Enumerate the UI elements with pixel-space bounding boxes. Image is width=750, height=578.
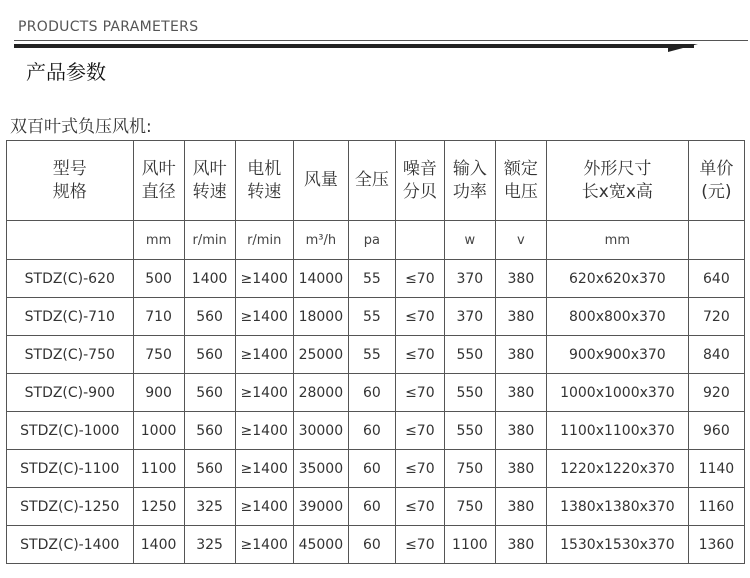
value-cell: ≥1400 — [235, 298, 293, 336]
value-cell: 1250 — [133, 488, 184, 526]
column-header-line: 电压 — [503, 181, 538, 202]
value-cell: 1000 — [133, 412, 184, 450]
column-header-line: 输入 — [452, 158, 487, 179]
value-cell: 380 — [495, 412, 546, 450]
value-cell: 800x800x370 — [546, 298, 688, 336]
value-cell: 560 — [184, 374, 235, 412]
value-cell: 1100 — [444, 526, 495, 564]
column-header — [546, 141, 688, 221]
value-cell: 25000 — [293, 336, 348, 374]
column-header — [688, 141, 744, 221]
value-cell: 45000 — [293, 526, 348, 564]
value-cell: 55 — [348, 298, 395, 336]
table-row — [7, 260, 745, 298]
unit-cell: v — [495, 221, 546, 260]
value-cell: ≥1400 — [235, 374, 293, 412]
model-cell: STDZ(C)-1100 — [7, 450, 134, 488]
value-cell: 380 — [495, 374, 546, 412]
value-cell: 560 — [184, 298, 235, 336]
table-row — [7, 298, 745, 336]
header-divider-line — [14, 40, 748, 41]
model-cell: STDZ(C)-750 — [7, 336, 134, 374]
column-header-line: 规格 — [52, 181, 87, 202]
unit-cell: w — [444, 221, 495, 260]
value-cell: 1100x1100x370 — [546, 412, 688, 450]
value-cell: ≤70 — [395, 260, 444, 298]
column-header-line: 电机 — [247, 158, 282, 179]
value-cell: 35000 — [293, 450, 348, 488]
value-cell: ≤70 — [395, 450, 444, 488]
value-cell: 900 — [133, 374, 184, 412]
table-body — [7, 260, 745, 564]
value-cell: 325 — [184, 526, 235, 564]
value-cell: 1000x1000x370 — [546, 374, 688, 412]
header-accent-bar — [14, 44, 694, 48]
unit-cell — [688, 221, 744, 260]
value-cell: 900x900x370 — [546, 336, 688, 374]
model-cell: STDZ(C)-900 — [7, 374, 134, 412]
column-header — [184, 141, 235, 221]
column-header-line: 单价 — [699, 158, 734, 179]
value-cell: 14000 — [293, 260, 348, 298]
value-cell: 1530x1530x370 — [546, 526, 688, 564]
value-cell: 620x620x370 — [546, 260, 688, 298]
value-cell: 1400 — [133, 526, 184, 564]
value-cell: 750 — [444, 450, 495, 488]
value-cell: 18000 — [293, 298, 348, 336]
value-cell: 1100 — [133, 450, 184, 488]
column-header-line: 外形尺寸 — [583, 158, 652, 179]
value-cell: 840 — [688, 336, 744, 374]
column-header-line: 转速 — [192, 181, 227, 202]
value-cell: ≥1400 — [235, 450, 293, 488]
section-title-chinese: 产品参数 — [26, 60, 106, 84]
unit-cell: r/min — [184, 221, 235, 260]
value-cell: ≤70 — [395, 526, 444, 564]
value-cell: 380 — [495, 298, 546, 336]
value-cell: 720 — [688, 298, 744, 336]
table-header-row — [7, 141, 745, 221]
model-cell: STDZ(C)-710 — [7, 298, 134, 336]
value-cell: 1380x1380x370 — [546, 488, 688, 526]
value-cell: ≤70 — [395, 488, 444, 526]
value-cell: 380 — [495, 450, 546, 488]
value-cell: ≥1400 — [235, 412, 293, 450]
table-row — [7, 526, 745, 564]
unit-cell — [395, 221, 444, 260]
column-header-line: 噪音 — [402, 158, 437, 179]
unit-cell: mm — [546, 221, 688, 260]
value-cell: ≥1400 — [235, 260, 293, 298]
value-cell: 60 — [348, 412, 395, 450]
value-cell: ≤70 — [395, 374, 444, 412]
value-cell: 55 — [348, 260, 395, 298]
table-row — [7, 336, 745, 374]
value-cell: 1220x1220x370 — [546, 450, 688, 488]
value-cell: 920 — [688, 374, 744, 412]
value-cell: ≥1400 — [235, 526, 293, 564]
column-header — [348, 141, 395, 221]
column-header-line: 风叶 — [141, 158, 176, 179]
model-cell: STDZ(C)-1000 — [7, 412, 134, 450]
table-row — [7, 488, 745, 526]
value-cell: ≤70 — [395, 298, 444, 336]
parameters-table — [6, 140, 745, 564]
column-header — [395, 141, 444, 221]
value-cell: 550 — [444, 412, 495, 450]
column-header-line: 风量 — [303, 170, 338, 190]
value-cell: ≥1400 — [235, 488, 293, 526]
value-cell: 30000 — [293, 412, 348, 450]
unit-cell: m³/h — [293, 221, 348, 260]
value-cell: 710 — [133, 298, 184, 336]
column-header-line: 额定 — [503, 158, 538, 179]
value-cell: 370 — [444, 298, 495, 336]
column-header — [293, 141, 348, 221]
column-header-line: 全压 — [354, 170, 389, 190]
column-header-line: 型号 — [52, 158, 87, 179]
unit-cell: mm — [133, 221, 184, 260]
value-cell: 370 — [444, 260, 495, 298]
value-cell: 1160 — [688, 488, 744, 526]
column-header-line: (元) — [701, 181, 732, 202]
column-header — [7, 141, 134, 221]
column-header — [444, 141, 495, 221]
value-cell: 60 — [348, 374, 395, 412]
value-cell: 500 — [133, 260, 184, 298]
table-row — [7, 412, 745, 450]
value-cell: 380 — [495, 488, 546, 526]
unit-cell: r/min — [235, 221, 293, 260]
unit-cell — [7, 221, 134, 260]
value-cell: 55 — [348, 336, 395, 374]
section-title-english: PRODUCTS PARAMETERS — [18, 19, 199, 35]
column-header-line: 风叶 — [192, 158, 227, 179]
model-cell: STDZ(C)-1400 — [7, 526, 134, 564]
column-header-line: 分贝 — [402, 181, 437, 202]
table-units-row — [7, 221, 745, 260]
value-cell: 1400 — [184, 260, 235, 298]
value-cell: 1140 — [688, 450, 744, 488]
column-header-line: 直径 — [141, 181, 176, 202]
column-header-line: 功率 — [452, 181, 487, 202]
value-cell: 380 — [495, 260, 546, 298]
column-header — [235, 141, 293, 221]
value-cell: 560 — [184, 412, 235, 450]
model-cell: STDZ(C)-620 — [7, 260, 134, 298]
column-header-line: 长x宽x高 — [581, 181, 653, 202]
value-cell: 380 — [495, 336, 546, 374]
value-cell: 560 — [184, 336, 235, 374]
model-cell: STDZ(C)-1250 — [7, 488, 134, 526]
value-cell: 750 — [444, 488, 495, 526]
product-series-subtitle: 双百叶式负压风机: — [10, 117, 152, 137]
value-cell: 60 — [348, 450, 395, 488]
column-header — [495, 141, 546, 221]
value-cell: 550 — [444, 374, 495, 412]
value-cell: 960 — [688, 412, 744, 450]
column-header — [133, 141, 184, 221]
value-cell: 550 — [444, 336, 495, 374]
value-cell: 325 — [184, 488, 235, 526]
value-cell: 28000 — [293, 374, 348, 412]
header-accent-bar-tip — [668, 44, 698, 52]
unit-cell: pa — [348, 221, 395, 260]
value-cell: 60 — [348, 488, 395, 526]
value-cell: 560 — [184, 450, 235, 488]
value-cell: 380 — [495, 526, 546, 564]
value-cell: ≤70 — [395, 412, 444, 450]
value-cell: 39000 — [293, 488, 348, 526]
column-header-line: 转速 — [247, 181, 282, 202]
value-cell: 60 — [348, 526, 395, 564]
table-row — [7, 374, 745, 412]
value-cell: 1360 — [688, 526, 744, 564]
value-cell: ≤70 — [395, 336, 444, 374]
value-cell: 640 — [688, 260, 744, 298]
table-row — [7, 450, 745, 488]
value-cell: ≥1400 — [235, 336, 293, 374]
value-cell: 750 — [133, 336, 184, 374]
